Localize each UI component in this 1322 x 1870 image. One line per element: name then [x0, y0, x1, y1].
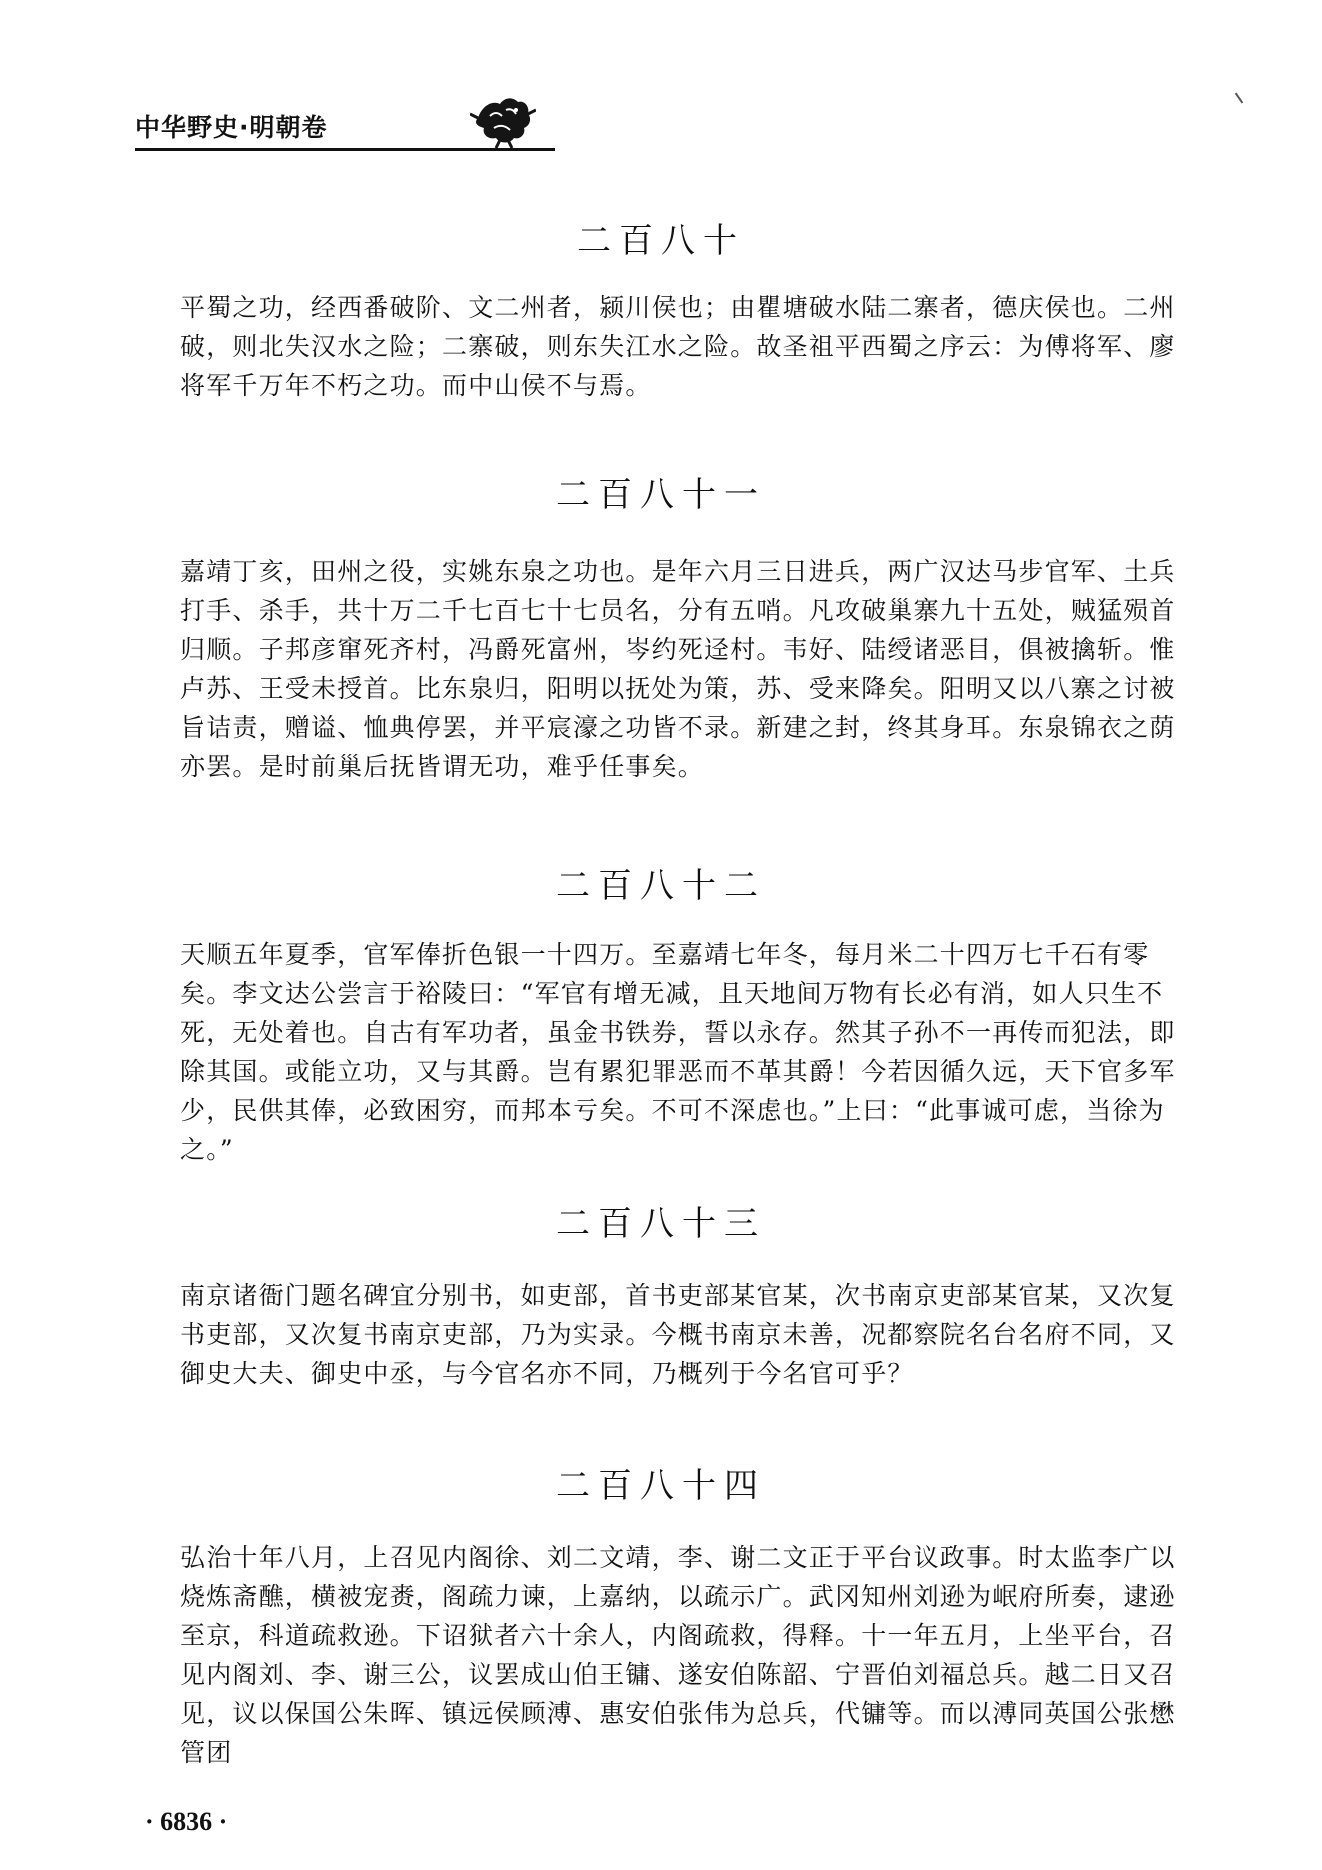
page-number: · 6836 ·: [145, 1807, 228, 1836]
section-title: 二百八十四: [556, 1466, 766, 1506]
section-body: 天顺五年夏季，官军俸折色银一十四万。至嘉靖七年冬，每月米二十四万七千石有零矣。李文达公尝言于裕陵曰：“军官有增无减，且天地间万物有长必有消，如人只生不死，无处着也。自古有军功者，虽金书铁券，誓以永存。然其子孙不一再传而犯法，即除其国。或能立功，又与其爵。岂有累犯罪恶而不革其爵！今若因循久远，天下官多军少，民供其俸，必致困穷，而邦本亏矣。不可不深虑也。”上曰：“此事诚可虑，当徐为之。”: [180, 940, 1176, 1164]
section-title: 二百八十一: [556, 475, 766, 515]
dragon-icon: [470, 88, 536, 148]
scan-mark: [1235, 93, 1244, 104]
section-body: 嘉靖丁亥，田州之役，实姚东泉之功也。是年六月三日进兵，两广汉达马步官军、土兵打手、杀手，共十万二千七百七十七员名，分有五哨。凡攻破巢寨九十五处，贼猛殒首归顺。子邦彦窜死齐村，冯爵死富州，岑约死迳村。韦好、陆绶诸恶目，俱被擒斩。惟卢苏、王受未授首。比东泉归，阳明以抚处为策，苏、受来降矣。阳明又以八寨之讨被旨诘责，赠谥、恤典停罢，并平宸濠之功皆不录。新建之封，终其身耳。东泉锦衣之荫亦罢。是时前巢后抚皆谓无功，难乎任事矣。: [180, 557, 1176, 781]
section-title: 二百八十三: [556, 1204, 766, 1244]
section-body: 平蜀之功，经西番破阶、文二州者，颍川侯也；由瞿塘破水陆二寨者，德庆侯也。二州破，则北失汉水之险；二寨破，则东失江水之险。故圣祖平西蜀之序云：为傅将军、廖将军千万年不朽之功。而中山侯不与焉。: [180, 293, 1176, 400]
header-divider: [135, 148, 555, 151]
running-header: [135, 100, 565, 152]
section-body: 南京诸衙门题名碑宜分别书，如吏部，首书吏部某官某，次书南京吏部某官某，又次复书吏部，又次复书南京吏部，乃为实录。今概书南京未善，况都察院名台名府不同，又御史大夫、御史中丞，与今官名亦不同，乃概列于今名官可乎？: [180, 1281, 1176, 1388]
book-title: 中华野史·明朝卷: [135, 113, 328, 142]
section-title: 二百八十二: [556, 866, 766, 906]
section-title: 二百八十: [577, 221, 745, 261]
section-body: 弘治十年八月，上召见内阁徐、刘二文靖，李、谢二文正于平台议政事。时太监李广以烧炼斋醮，横被宠赉，阁疏力谏，上嘉纳，以疏示广。武冈知州刘逊为岷府所奏，逮逊至京，科道疏救逊。下诏狱者六十余人，内阁疏救，得释。十一年五月，上坐平台，召见内阁刘、李、谢三公，议罢成山伯王镛、遂安伯陈韶、宁晋伯刘福总兵。越二日又召见，议以保国公朱晖、镇远侯顾溥、惠安伯张伟为总兵，代镛等。而以溥同英国公张懋管团: [180, 1543, 1176, 1767]
